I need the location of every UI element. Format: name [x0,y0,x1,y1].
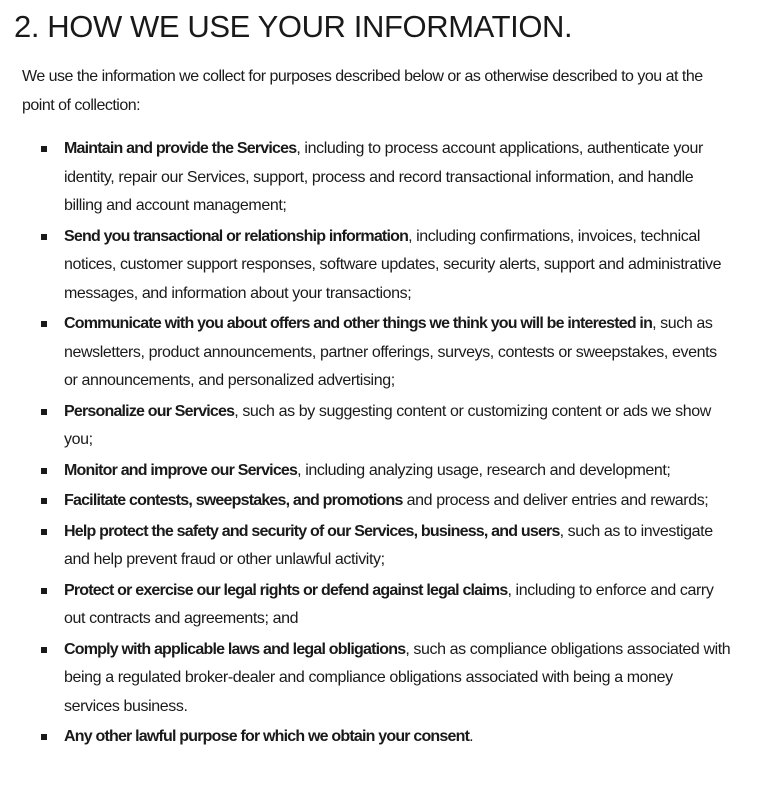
purpose-text [64,728,473,745]
purpose-detail-text: , including to process account applications, authenticate your identity, repair our Services, support, process and record transactional information, and handle billing and account management; [64,140,703,214]
bullet-square-icon [41,647,47,653]
purpose-lead-text: Comply with applicable laws and legal obligations [64,640,406,658]
purpose-detail-text: , such as to investigate and help prevent fraud or other unlawful activity; [64,522,713,568]
purpose-detail-text: , such as newsletters, product announcements, partner offerings, surveys, contests or sweepstakes, events or announcements, and personalized advertising; [64,315,717,389]
purpose-lead-text: Help protect the safety and security of our Services, business, and users [64,522,560,540]
purpose-list-item [22,310,732,396]
purpose-lead-text: Facilitate contests, sweepstakes, and promotions [64,492,403,509]
purpose-lead-text: Communicate with you about offers and other things we think you will be interested in [64,315,653,332]
purpose-lead-text: Any other lawful purpose for which we obtain your consent [64,728,470,745]
purpose-detail-text: , including confirmations, invoices, technical notices, customer support responses, software updates, security alerts, support and administrative messages, and information about your transactions; [64,227,722,302]
purpose-list-item [22,223,732,309]
purpose-detail-text: and process and deliver entries and rewards; [402,492,709,509]
purpose-list-item [22,135,732,221]
purpose-text [64,582,713,628]
purpose-detail-text: . [469,728,474,745]
purpose-list-item [22,577,732,634]
purpose-text [64,140,703,214]
purpose-text [64,228,721,302]
purpose-list [22,135,732,752]
purpose-text [64,315,717,389]
purpose-list-item [22,723,732,752]
purpose-list-item [22,636,732,722]
bullet-square-icon [41,234,47,240]
bullet-square-icon [41,409,47,415]
bullet-square-icon [41,146,47,152]
purpose-text [64,492,708,509]
purpose-detail-text: , such as compliance obligations associated with being a regulated broker-dealer and compliance obligations associated with being a money services business. [64,640,731,715]
section-title: 2. HOW WE USE YOUR INFORMATION. [14,9,573,44]
section-intro: We use the information we collect for purposes described below or as otherwise described to you at the point of collection: [22,68,703,114]
purpose-detail-text: , such as by suggesting content or customizing content or ads we show you; [64,402,711,448]
bullet-square-icon [41,498,47,504]
purpose-text [64,641,730,715]
bullet-square-icon [41,588,47,594]
purpose-text [64,523,713,569]
bullet-square-icon [41,734,47,740]
purpose-list-item [22,398,732,455]
bullet-square-icon [41,529,47,535]
purpose-lead-text: Monitor and improve our Services [64,461,298,479]
purpose-lead-text: Personalize our Services [64,402,235,420]
purpose-detail-text: , including analyzing usage, research and development; [297,461,671,479]
bullet-square-icon [41,321,47,327]
bullet-square-icon [41,468,47,474]
purpose-list-item [22,518,732,575]
purpose-text [64,462,670,479]
purpose-list-item [22,487,732,516]
purpose-text [64,403,711,449]
purpose-lead-text: Maintain and provide the Services [64,140,297,157]
purpose-lead-text: Send you transactional or relationship information [64,227,409,245]
purpose-list-item [22,457,732,486]
purpose-lead-text: Protect or exercise our legal rights or defend against legal claims [64,581,508,599]
purpose-detail-text: , including to enforce and carry out contracts and agreements; and [64,581,714,627]
